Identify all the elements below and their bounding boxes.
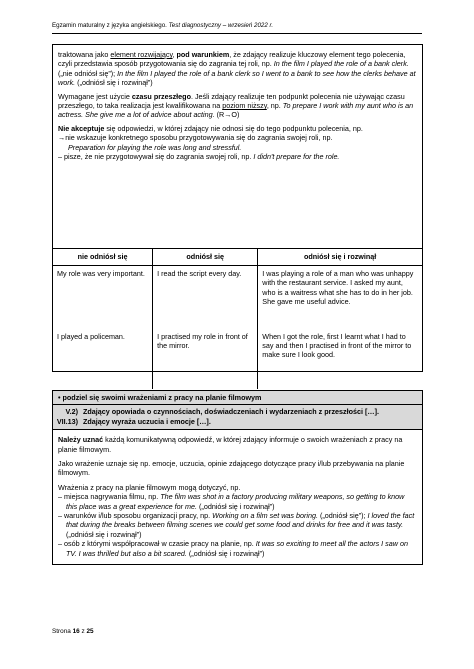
paragraph-impression-topics (58, 483, 417, 492)
requirement-text: Zdający opowiada o czynnościach, doświadczeniach i wydarzeniach z przeszłości […]. (83, 407, 379, 417)
bold-term: pod warunkiem (176, 50, 230, 59)
bullet-icon: • (58, 393, 61, 402)
column-header: nie odniósł się (53, 249, 153, 266)
example-sentence: In the film I played the role of a bank clerk so I went to a bank to see how the clerks behave at work. (58, 68, 416, 88)
table-row (53, 266, 422, 329)
task-point-text: podziel się swoimi wrażeniami z pracy na planie filmowym (62, 393, 262, 402)
paragraph-developing-element (58, 50, 417, 88)
table-cell: When I got the role, first I learnt what I had to say and then I practised in front of the mirror to make sure I look good. (258, 329, 422, 389)
paragraph-past-tense (58, 92, 417, 120)
list-item: – pisze, że nie przygotowywał się do zagrania swojej roli, np. (58, 152, 254, 162)
column-header: odniósł się (153, 249, 258, 266)
requirement-number: V.2) (65, 407, 78, 417)
example-sentence: In the film I played the role of a bank clerk. (273, 59, 409, 69)
criteria-box-preparation (52, 44, 423, 372)
table-cell: I was playing a role of a man who was unhappy with the restaurant service. I asked my aunt, who is a waitress what she has to do in her job. She gave me useful advice. (258, 266, 422, 329)
text: , (172, 50, 177, 59)
text: , np. (266, 101, 283, 111)
table-row (53, 329, 422, 389)
bold-term: Nie akceptuje (58, 123, 105, 133)
example-sentence: I didn't prepare for the role. (253, 152, 340, 162)
table-cell: I practised my role in front of the mirror. (153, 329, 258, 389)
paragraph-accept (58, 435, 417, 454)
text: , że zdający realizuje kluczowy element tego polecenia, czyli przedstawia sposób przygotowania się do zagrania tej roli, np. (58, 50, 406, 69)
examples-table (53, 248, 422, 389)
requirements (53, 405, 422, 429)
text: każdą komunikatywną odpowiedź, w której zdający informuje o swoich wrażeniach z pracy na planie filmowym. (58, 435, 403, 454)
underlined-term: element rozwijający (110, 50, 173, 59)
table-cell: I read the script every day. (153, 266, 258, 329)
table-cell: My role was very important. (57, 269, 145, 278)
text: Wymagane jest użycie (58, 91, 132, 101)
header-exam-name: Egzamin maturalny z języka angielskiego. (52, 22, 169, 29)
page-header (52, 22, 273, 29)
page-number: Strona 16 z 25 (52, 628, 94, 635)
example-sentence: To prepare I work with my aunt who is an actress. She give me a lot of advice about acting. (58, 101, 414, 120)
list-item: – warunków i/lub sposobu organizacji pracy, np. Working on a film set was boring. („odniósł się”); I loved the fact that during the breaks between filming scenes we could get some food and drinks for free and it was tasty. („odniósł się i rozwinął”) (58, 511, 415, 539)
bold-term: czasu przeszłego (131, 91, 191, 101)
text: Wrażenia z pracy na planie filmowym mogą dotyczyć, np. (58, 482, 241, 492)
table-cell: I played a policeman. (57, 331, 125, 341)
text: („odniósł się i rozwinął”) (75, 78, 153, 88)
header-test-name: Test diagnostyczny – wrzesień 2022 r. (168, 22, 274, 29)
task-bullet (53, 391, 422, 405)
requirement-text: Zdający wyraża uczucia i emocje […]. (83, 416, 211, 426)
text: się odpowiedzi, w której zdający nie odnosi się do tego podpunktu polecenia, np. (104, 123, 363, 133)
example-sentence: Preparation for playing the role was long and stressful. (68, 142, 242, 152)
header-divider (52, 33, 422, 34)
text: traktowana jako (58, 50, 111, 59)
paragraph-impression-definition: Jako wrażenie uznaje się np. emocje, uczucia, opinie zdającego dotyczące pracy i/lub przebywania na planie filmowym. (58, 459, 405, 478)
list-item: →nie wskazuje konkretnego sposobu przygotowywania się do zagrania swojej roli, np. (58, 133, 333, 143)
text: (R→O) (214, 110, 240, 120)
column-header: odniósł się i rozwinął (258, 249, 422, 266)
paragraph-not-accepted (58, 124, 417, 162)
underlined-term: poziom niższy (222, 101, 267, 111)
list-item: – osób z którymi współpracował w czasie pracy na planie, np. It was so exciting to meet all the actors I saw on TV. I was thrilled but also a bit scared. („odniósł się i rozwinął”) (58, 539, 408, 558)
criteria-box-impressions (52, 390, 423, 565)
text: („nie odniósł się”); (58, 68, 118, 78)
bold-term: Należy uznać (58, 435, 104, 445)
text: . Jeśli zdający realizuje ten podpunkt polecenia nie używając czasu przeszłego, to taka realizacja jest kwalifikowana na (58, 91, 405, 111)
requirement-number: VII.13) (56, 416, 78, 426)
list-item: – miejsca nagrywania filmu, np. The film was shot in a factory producing military weapons, so getting to know this place was a great experience for me. („odniósł się i rozwinął”) (58, 492, 405, 511)
